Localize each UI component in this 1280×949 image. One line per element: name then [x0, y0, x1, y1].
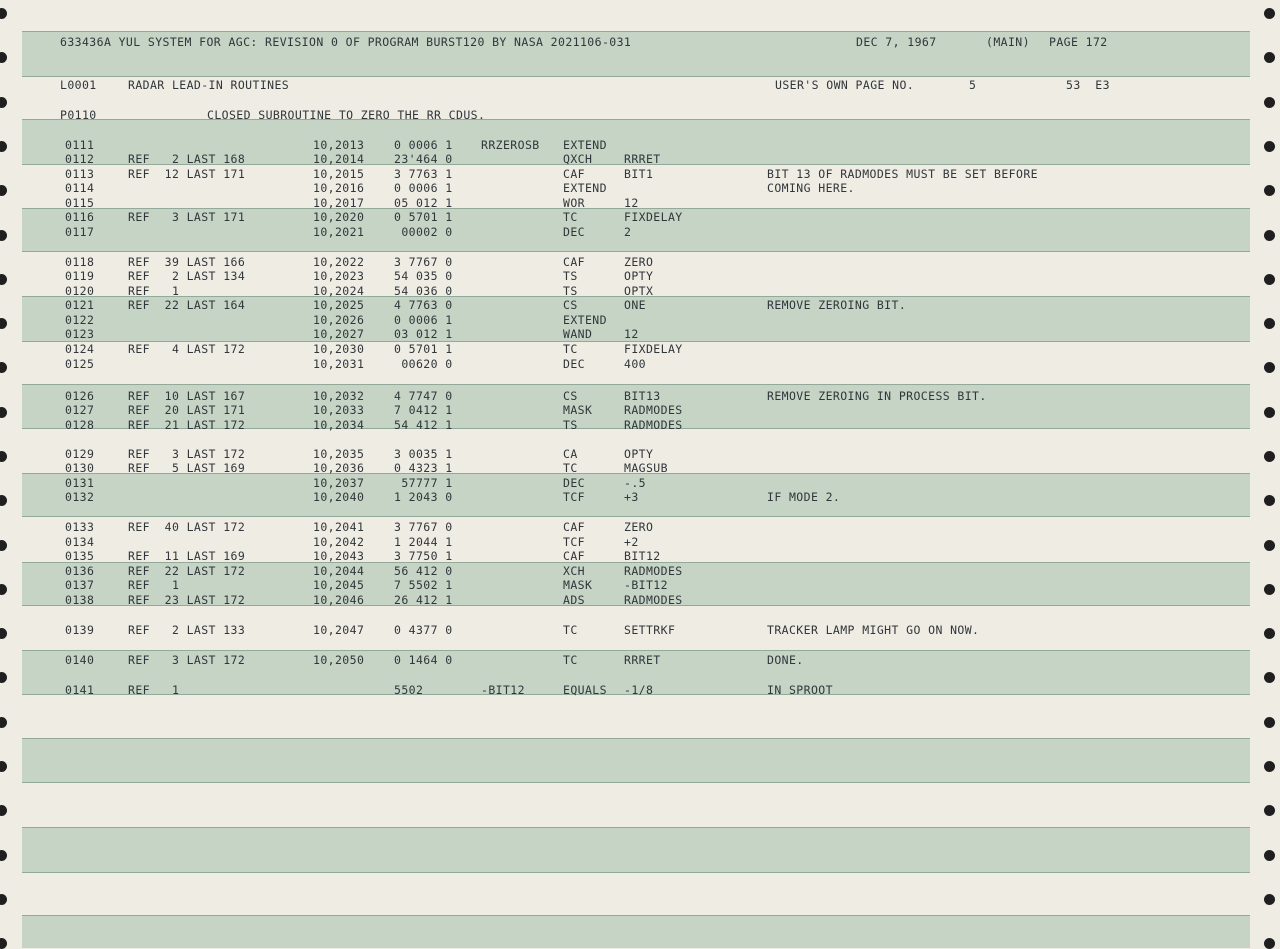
- cell-code: 54 036 0: [394, 284, 453, 298]
- cell-comment: TRACKER LAMP MIGHT GO ON NOW.: [767, 623, 980, 637]
- green-bar: [22, 827, 1250, 872]
- cell-op: DEC: [563, 357, 585, 371]
- cell-operand: +2: [624, 535, 639, 549]
- cell-loc: 10,2021: [313, 225, 365, 239]
- cell-code: 3 7767 0: [394, 520, 453, 534]
- feed-hole: [0, 8, 7, 19]
- cell-loc: 10,2046: [313, 593, 365, 607]
- cell-operand: RRRET: [624, 152, 661, 166]
- feed-hole: [1264, 185, 1275, 196]
- feed-hole: [1264, 52, 1275, 63]
- cell-ref: REF 1: [128, 683, 180, 697]
- cell-comment: REMOVE ZEROING IN PROCESS BIT.: [767, 389, 987, 403]
- cell-line: 0113: [65, 167, 95, 181]
- feed-hole: [1264, 717, 1275, 728]
- cell-line: 0140: [65, 653, 95, 667]
- cell-line: 0129: [65, 447, 95, 461]
- cell-loc: 10,2026: [313, 313, 365, 327]
- cell-code: 3 0035 1: [394, 447, 453, 461]
- log-section-id: L0001: [60, 78, 97, 92]
- cell-line: 0137: [65, 578, 95, 592]
- cell-op: EXTEND: [563, 313, 607, 327]
- users-page-label: USER'S OWN PAGE NO.: [775, 78, 915, 92]
- cell-operand: 12: [624, 196, 639, 210]
- feed-hole: [1264, 274, 1275, 285]
- feed-hole: [0, 717, 7, 728]
- feed-hole: [1264, 8, 1275, 19]
- cell-loc: 10,2030: [313, 342, 365, 356]
- cell-ref: REF 2 LAST 134: [128, 269, 246, 283]
- cell-op: TC: [563, 342, 578, 356]
- cell-label: RRZEROSB: [481, 138, 540, 152]
- cell-line: 0121: [65, 298, 95, 312]
- cell-ref: REF 22 LAST 164: [128, 298, 246, 312]
- procedure-id: P0110: [60, 108, 97, 122]
- cell-comment: IF MODE 2.: [767, 490, 841, 504]
- cell-line: 0119: [65, 269, 95, 283]
- feed-hole: [0, 318, 7, 329]
- cell-loc: 10,2034: [313, 418, 365, 432]
- cell-line: 0133: [65, 520, 95, 534]
- cell-code: 54 035 0: [394, 269, 453, 283]
- cell-comment: COMING HERE.: [767, 181, 855, 195]
- cell-ref: REF 2 LAST 168: [128, 152, 246, 166]
- cell-operand: ZERO: [624, 520, 654, 534]
- cell-code: 00002 0: [394, 225, 453, 239]
- cell-code: 1 2044 1: [394, 535, 453, 549]
- cell-code: 3 7750 1: [394, 549, 453, 563]
- cell-op: ADS: [563, 593, 585, 607]
- feed-hole: [1264, 230, 1275, 241]
- listing-date: DEC 7, 1967: [856, 35, 937, 49]
- cell-line: 0120: [65, 284, 95, 298]
- cell-operand: ONE: [624, 298, 646, 312]
- cell-code: 03 012 1: [394, 327, 453, 341]
- feed-hole: [0, 894, 7, 905]
- cell-operand: -1/8: [624, 683, 654, 697]
- feed-hole: [1264, 540, 1275, 551]
- cell-line: 0122: [65, 313, 95, 327]
- cell-code: 7 5502 1: [394, 578, 453, 592]
- cell-operand: FIXDELAY: [624, 342, 683, 356]
- cell-op: EXTEND: [563, 138, 607, 152]
- cell-code: 23'464 0: [394, 152, 453, 166]
- cell-loc: 10,2024: [313, 284, 365, 298]
- cell-op: EXTEND: [563, 181, 607, 195]
- cell-code: 3 7763 1: [394, 167, 453, 181]
- feed-hole: [0, 495, 7, 506]
- cell-code: 7 0412 1: [394, 403, 453, 417]
- cell-op: TC: [563, 210, 578, 224]
- cell-loc: 10,2023: [313, 269, 365, 283]
- cell-loc: 10,2042: [313, 535, 365, 549]
- cell-line: 0126: [65, 389, 95, 403]
- cell-operand: -BIT12: [624, 578, 668, 592]
- feed-hole: [0, 761, 7, 772]
- cell-code: 4 7747 0: [394, 389, 453, 403]
- cell-line: 0114: [65, 181, 95, 195]
- cell-code: 0 0006 1: [394, 313, 453, 327]
- cell-op: CAF: [563, 255, 585, 269]
- feed-hole: [1264, 938, 1275, 949]
- cell-ref: REF 3 LAST 171: [128, 210, 246, 224]
- cell-comment: REMOVE ZEROING BIT.: [767, 298, 907, 312]
- cell-label: -BIT12: [481, 683, 525, 697]
- cell-comment: BIT 13 OF RADMODES MUST BE SET BEFORE: [767, 167, 1038, 181]
- feed-hole: [0, 540, 7, 551]
- cell-op: MASK: [563, 578, 593, 592]
- feed-hole: [1264, 495, 1275, 506]
- cell-loc: 10,2014: [313, 152, 365, 166]
- cell-ref: REF 10 LAST 167: [128, 389, 246, 403]
- cell-loc: 10,2044: [313, 564, 365, 578]
- cell-loc: 10,2047: [313, 623, 365, 637]
- cell-line: 0132: [65, 490, 95, 504]
- cell-line: 0124: [65, 342, 95, 356]
- feed-hole: [0, 274, 7, 285]
- log-section-name: RADAR LEAD-IN ROUTINES: [128, 78, 290, 92]
- cell-loc: 10,2020: [313, 210, 365, 224]
- cell-comment: DONE.: [767, 653, 804, 667]
- cell-operand: MAGSUB: [624, 461, 668, 475]
- cell-line: 0141: [65, 683, 95, 697]
- cell-ref: REF 23 LAST 172: [128, 593, 246, 607]
- feed-hole: [1264, 97, 1275, 108]
- cell-loc: 10,2037: [313, 476, 365, 490]
- cell-line: 0136: [65, 564, 95, 578]
- cell-op: CA: [563, 447, 578, 461]
- feed-hole: [1264, 584, 1275, 595]
- cell-code: 3 7767 0: [394, 255, 453, 269]
- cell-loc: 10,2015: [313, 167, 365, 181]
- cell-ref: REF 21 LAST 172: [128, 418, 246, 432]
- cell-loc: 10,2022: [313, 255, 365, 269]
- feed-hole: [0, 628, 7, 639]
- cell-operand: RADMODES: [624, 403, 683, 417]
- cell-code: 56 412 0: [394, 564, 453, 578]
- cell-op: DEC: [563, 225, 585, 239]
- cell-ref: REF 4 LAST 172: [128, 342, 246, 356]
- cell-op: TC: [563, 623, 578, 637]
- feed-hole: [1264, 451, 1275, 462]
- cell-line: 0134: [65, 535, 95, 549]
- feed-hole: [1264, 850, 1275, 861]
- listing-section: (MAIN): [986, 35, 1030, 49]
- cell-code: 0 1464 0: [394, 653, 453, 667]
- feed-hole: [0, 584, 7, 595]
- cell-operand: RADMODES: [624, 593, 683, 607]
- feed-hole: [0, 938, 7, 949]
- cell-ref: REF 5 LAST 169: [128, 461, 246, 475]
- users-page-number: 5: [969, 78, 977, 92]
- cell-operand: SETTRKF: [624, 623, 676, 637]
- cell-line: 0138: [65, 593, 95, 607]
- cell-operand: 400: [624, 357, 646, 371]
- cell-code: 05 012 1: [394, 196, 453, 210]
- cell-ref: REF 2 LAST 133: [128, 623, 246, 637]
- cell-op: TC: [563, 461, 578, 475]
- cell-operand: 12: [624, 327, 639, 341]
- feed-hole: [0, 451, 7, 462]
- cell-code: 26 412 1: [394, 593, 453, 607]
- feed-hole: [1264, 805, 1275, 816]
- cell-operand: 2: [624, 225, 632, 239]
- cell-operand: ZERO: [624, 255, 654, 269]
- feed-hole: [0, 850, 7, 861]
- cell-line: 0125: [65, 357, 95, 371]
- page-number: PAGE 172: [1049, 35, 1108, 49]
- section-codes: 53 E3: [1066, 78, 1110, 92]
- cell-loc: 10,2043: [313, 549, 365, 563]
- cell-line: 0135: [65, 549, 95, 563]
- cell-op: CS: [563, 389, 578, 403]
- cell-op: QXCH: [563, 152, 593, 166]
- feed-hole: [1264, 761, 1275, 772]
- feed-hole: [0, 805, 7, 816]
- cell-loc: 10,2016: [313, 181, 365, 195]
- cell-operand: BIT13: [624, 389, 661, 403]
- feed-hole: [0, 141, 7, 152]
- cell-ref: REF 3 LAST 172: [128, 653, 246, 667]
- cell-code: 0 4323 1: [394, 461, 453, 475]
- cell-loc: 10,2041: [313, 520, 365, 534]
- feed-hole: [1264, 407, 1275, 418]
- cell-ref: REF 39 LAST 166: [128, 255, 246, 269]
- cell-line: 0131: [65, 476, 95, 490]
- cell-operand: +3: [624, 490, 639, 504]
- cell-operand: RADMODES: [624, 564, 683, 578]
- cell-op: MASK: [563, 403, 593, 417]
- cell-op: WOR: [563, 196, 585, 210]
- cell-line: 0130: [65, 461, 95, 475]
- cell-operand: RRRET: [624, 653, 661, 667]
- cell-operand: -.5: [624, 476, 646, 490]
- feed-hole: [1264, 318, 1275, 329]
- cell-ref: REF 40 LAST 172: [128, 520, 246, 534]
- cell-line: 0116: [65, 210, 95, 224]
- green-bar: [22, 738, 1250, 782]
- cell-code: 0 5701 1: [394, 210, 453, 224]
- cell-ref: REF 12 LAST 171: [128, 167, 246, 181]
- cell-line: 0115: [65, 196, 95, 210]
- cell-ref: REF 1: [128, 284, 180, 298]
- cell-op: TS: [563, 418, 578, 432]
- cell-line: 0123: [65, 327, 95, 341]
- cell-line: 0117: [65, 225, 95, 239]
- cell-comment: IN SPROOT: [767, 683, 833, 697]
- cell-loc: 10,2027: [313, 327, 365, 341]
- feed-hole: [1264, 141, 1275, 152]
- cell-loc: 10,2045: [313, 578, 365, 592]
- cell-operand: BIT12: [624, 549, 661, 563]
- cell-op: CS: [563, 298, 578, 312]
- cell-operand: OPTY: [624, 269, 654, 283]
- feed-hole: [1264, 672, 1275, 683]
- feed-hole: [1264, 362, 1275, 373]
- cell-code: 0 4377 0: [394, 623, 453, 637]
- cell-line: 0128: [65, 418, 95, 432]
- cell-operand: FIXDELAY: [624, 210, 683, 224]
- cell-op: CAF: [563, 167, 585, 181]
- cell-loc: 10,2050: [313, 653, 365, 667]
- cell-op: CAF: [563, 549, 585, 563]
- cell-loc: 10,2031: [313, 357, 365, 371]
- cell-op: WAND: [563, 327, 593, 341]
- cell-op: TS: [563, 284, 578, 298]
- cell-loc: 10,2013: [313, 138, 365, 152]
- cell-operand: RADMODES: [624, 418, 683, 432]
- listing-title: 633436A YUL SYSTEM FOR AGC: REVISION 0 OF PROGRAM BURST120 BY NASA 2021106-031: [60, 35, 632, 49]
- cell-op: DEC: [563, 476, 585, 490]
- cell-code: 4 7763 0: [394, 298, 453, 312]
- cell-ref: REF 3 LAST 172: [128, 447, 246, 461]
- cell-code: 00620 0: [394, 357, 453, 371]
- feed-hole: [1264, 894, 1275, 905]
- cell-code: 57777 1: [394, 476, 453, 490]
- feed-hole: [0, 185, 7, 196]
- cell-line: 0127: [65, 403, 95, 417]
- cell-loc: 10,2025: [313, 298, 365, 312]
- cell-op: XCH: [563, 564, 585, 578]
- cell-line: 0112: [65, 152, 95, 166]
- feed-hole: [0, 672, 7, 683]
- procedure-title: CLOSED SUBROUTINE TO ZERO THE RR CDUS.: [207, 108, 486, 122]
- feed-hole: [1264, 628, 1275, 639]
- cell-op: TC: [563, 653, 578, 667]
- cell-code: 1 2043 0: [394, 490, 453, 504]
- cell-operand: BIT1: [624, 167, 654, 181]
- cell-line: 0139: [65, 623, 95, 637]
- cell-loc: 10,2033: [313, 403, 365, 417]
- cell-loc: 10,2036: [313, 461, 365, 475]
- cell-ref: REF 22 LAST 172: [128, 564, 246, 578]
- cell-loc: 10,2017: [313, 196, 365, 210]
- cell-loc: 10,2035: [313, 447, 365, 461]
- feed-hole: [0, 97, 7, 108]
- cell-op: TCF: [563, 535, 585, 549]
- cell-line: 0111: [65, 138, 95, 152]
- cell-loc: 10,2040: [313, 490, 365, 504]
- cell-code: 5502: [394, 683, 424, 697]
- feed-hole: [0, 52, 7, 63]
- cell-ref: REF 1: [128, 578, 180, 592]
- cell-code: 0 0006 1: [394, 181, 453, 195]
- cell-op: TCF: [563, 490, 585, 504]
- cell-op: TS: [563, 269, 578, 283]
- cell-ref: REF 11 LAST 169: [128, 549, 246, 563]
- cell-op: EQUALS: [563, 683, 607, 697]
- feed-hole: [0, 362, 7, 373]
- green-bar: [22, 915, 1250, 948]
- cell-code: 54 412 1: [394, 418, 453, 432]
- cell-op: CAF: [563, 520, 585, 534]
- cell-code: 0 5701 1: [394, 342, 453, 356]
- cell-ref: REF 20 LAST 171: [128, 403, 246, 417]
- cell-line: 0118: [65, 255, 95, 269]
- feed-hole: [0, 407, 7, 418]
- cell-operand: OPTY: [624, 447, 654, 461]
- cell-loc: 10,2032: [313, 389, 365, 403]
- feed-hole: [0, 230, 7, 241]
- cell-code: 0 0006 1: [394, 138, 453, 152]
- cell-operand: OPTX: [624, 284, 654, 298]
